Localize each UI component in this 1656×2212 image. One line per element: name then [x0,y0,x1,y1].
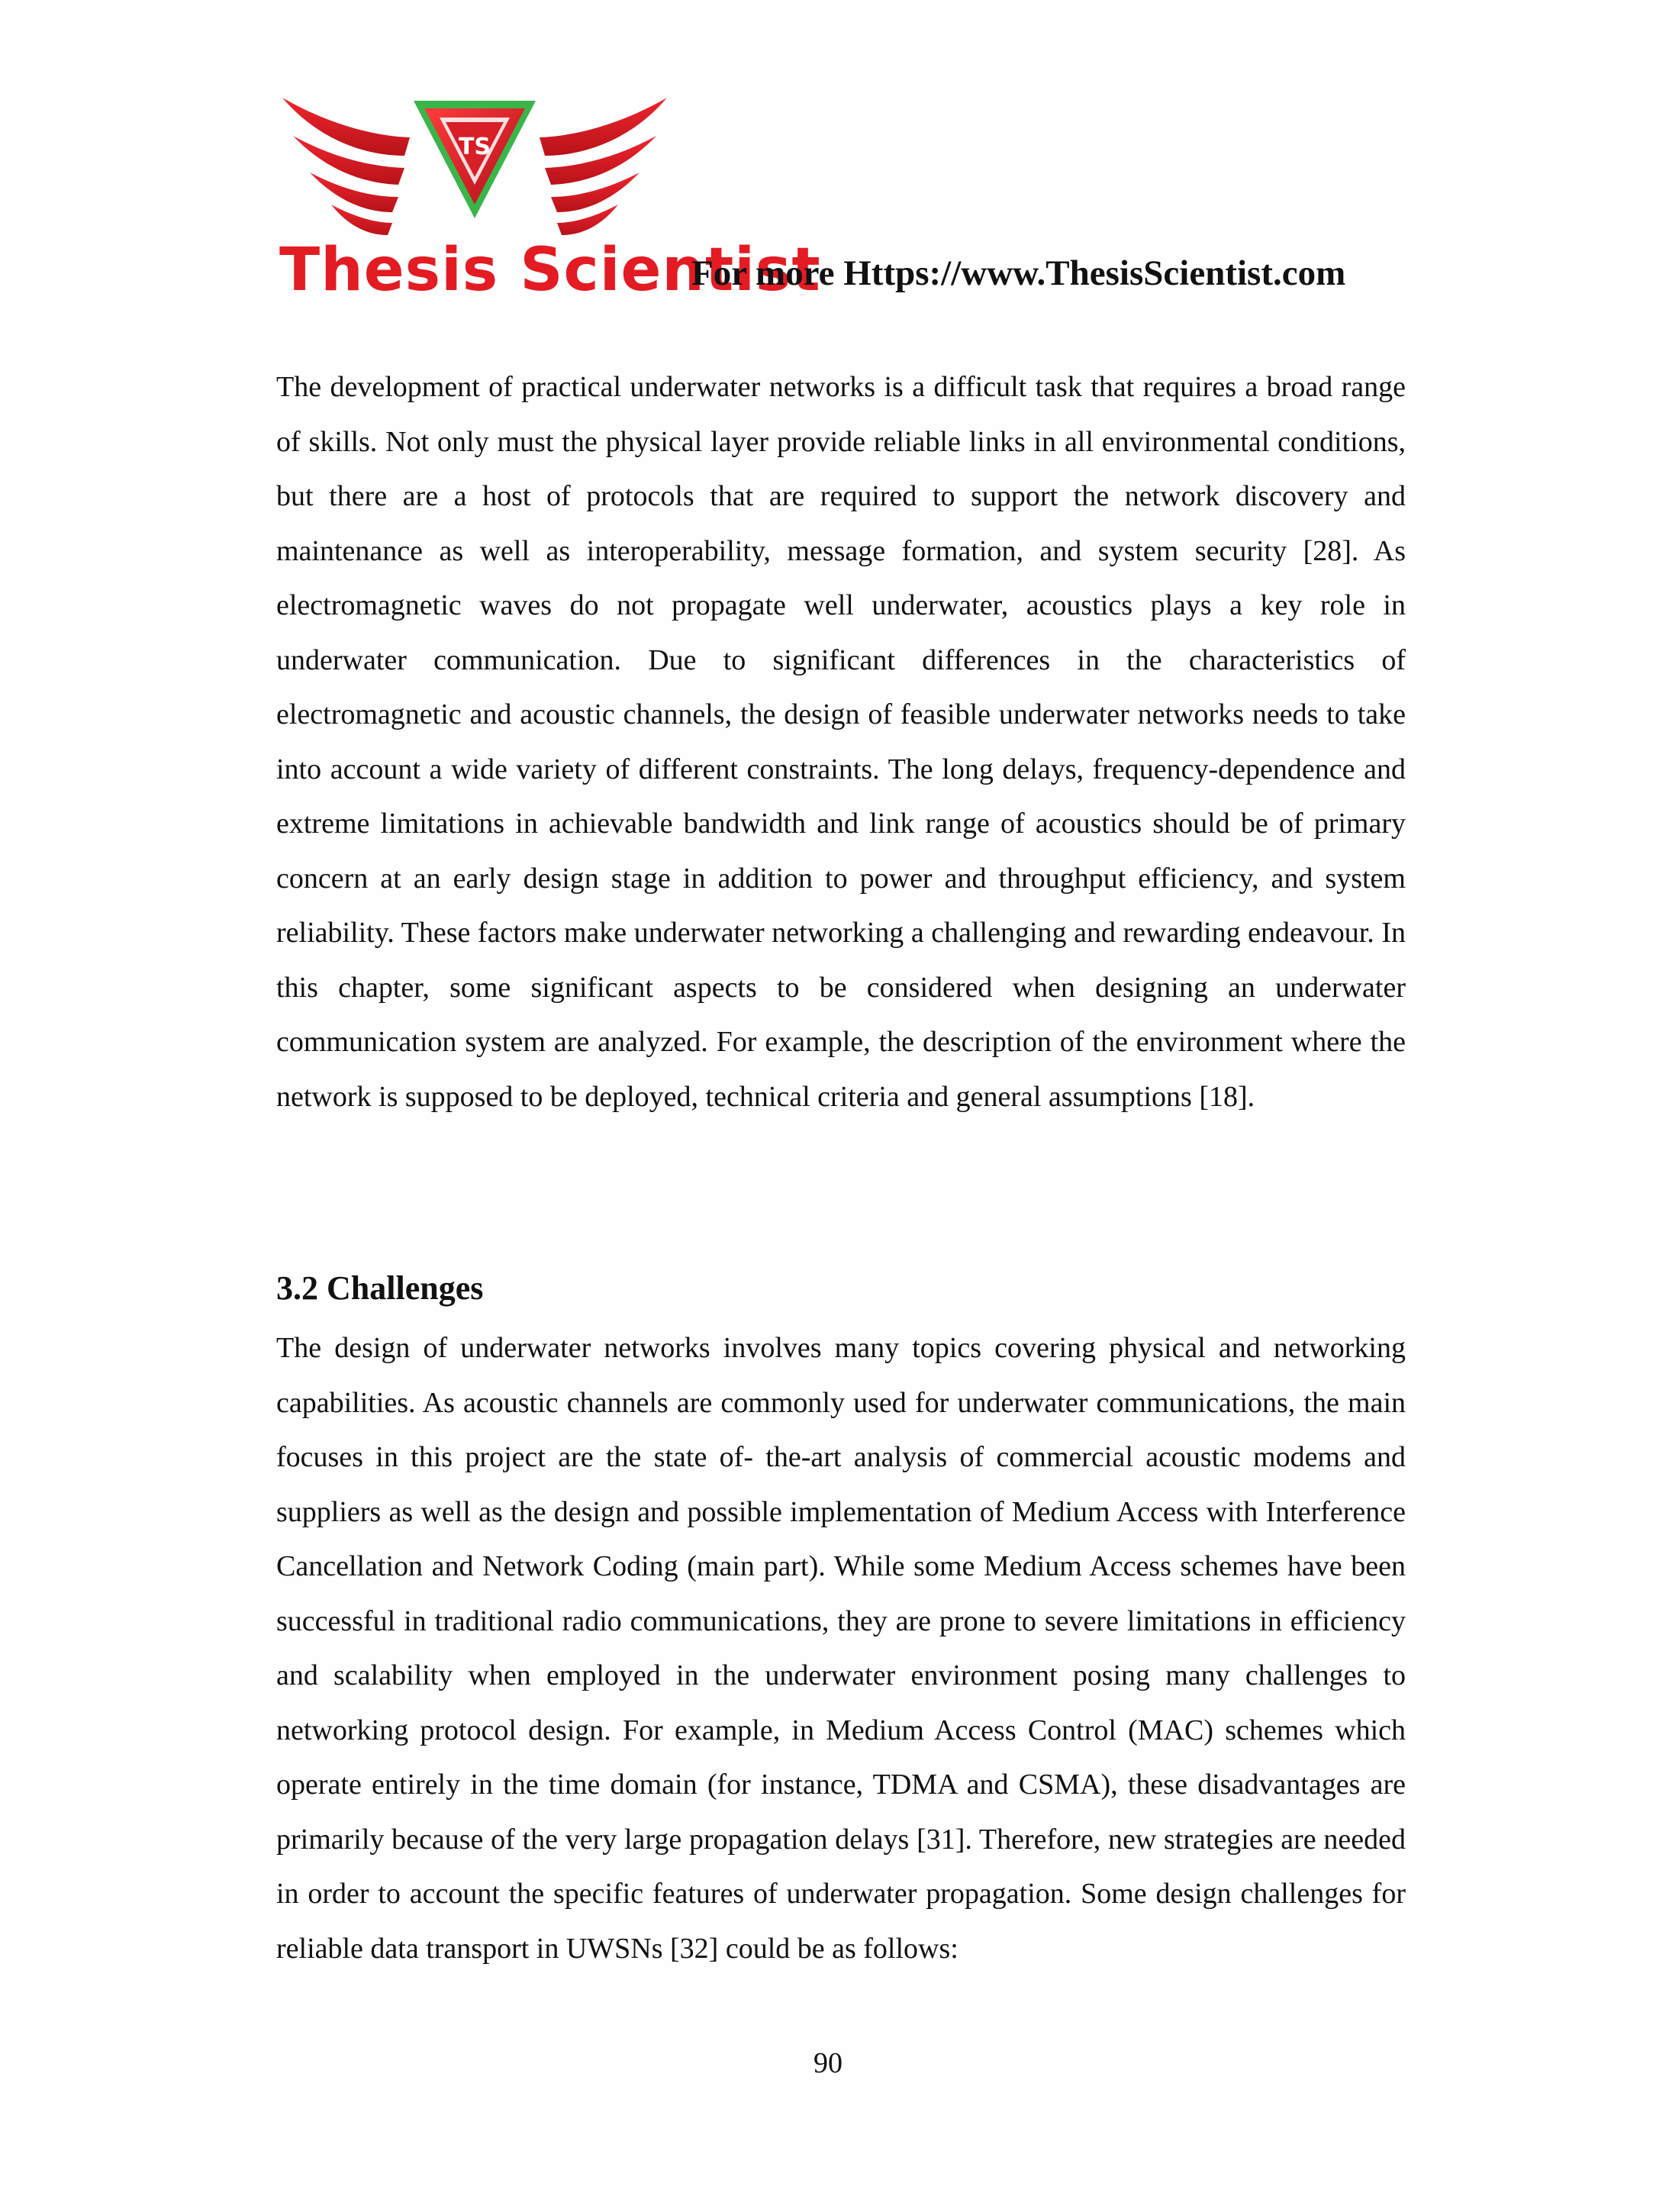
section-heading: 3.2 Challenges [276,1269,484,1307]
winged-triangle-logo-icon [276,90,821,305]
page-number: 90 [814,2047,842,2079]
intro-paragraph: The development of practical underwater networks is a difficult task that requires a broad range of skills. Not only must the physical layer provide reliable links in all environmental conditions, but there are a host of protocols that are required to support the network discovery and maintenance as well as interoperability, message formation, and system security [28]. As electromagnetic waves do not propagate well underwater, acoustics plays a key role in underwater communication. Due to significant differences in the characteristics of electromagnetic and acoustic channels, the design of feasible underwater networks needs to take into account a wide variety of different constraints. The long delays, frequency-dependence and extreme limitations in achievable bandwidth and link range of acoustics should be of primary concern at an early design stage in addition to power and throughput efficiency, and system reliability. These factors make underwater networking a challenging and rewarding endeavour. In this chapter, some significant aspects to be considered when designing an underwater communication system are analyzed. For example, the description of the environment where the network is supposed to be deployed, technical criteria and general assumptions [18]. [276,371,1406,1113]
thesis-scientist-logo [276,90,821,305]
svg-text:TS: TS [458,134,491,160]
challenges-paragraph: The design of underwater networks involves many topics covering physical and networking capabilities. As acoustic channels are commonly used for underwater communications, the main focuses in this project are the state of- the-art analysis of commercial acoustic modems and suppliers as well as the design and possible implementation of Medium Access with Interference Cancellation and Network Coding (main part). While some Medium Access schemes have been successful in traditional radio communications, they are prone to severe limitations in efficiency and scalability when employed in the underwater environment posing many challenges to networking protocol design. For example, in Medium Access Control (MAC) schemes which operate entirely in the time domain (for instance, TDMA and CSMA), these disadvantages are primarily because of the very large propagation delays [31]. Therefore, new strategies are needed in order to account the specific features of underwater propagation. Some design challenges for reliable data transport in UWSNs [32] could be as follows: [276,1332,1406,1965]
logo-wordmark: Thesis Scientist [279,236,821,305]
site-link[interactable]: For more Https://www.ThesisScientist.com [691,253,1346,293]
